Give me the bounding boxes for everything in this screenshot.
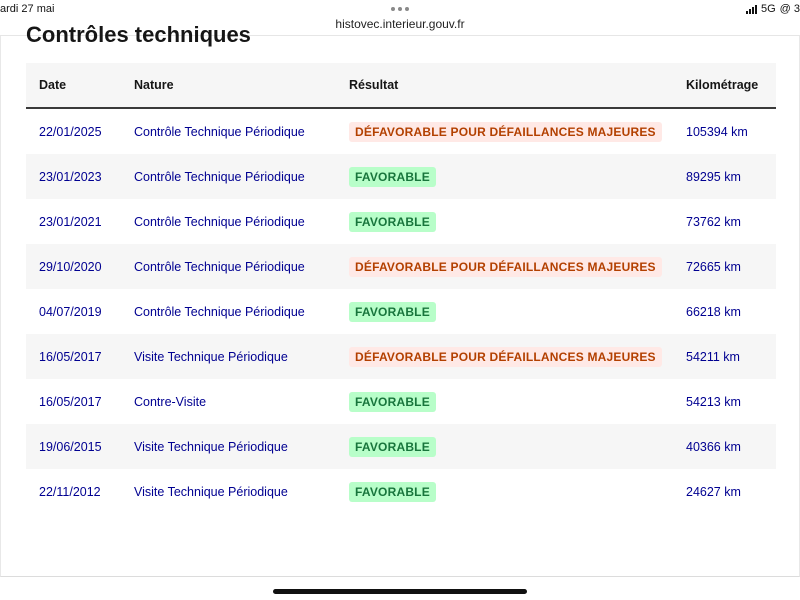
- table-row: [26, 109, 776, 154]
- row-km: 54211 km: [686, 349, 740, 364]
- status-badge: FAVORABLE: [349, 167, 436, 187]
- table-row: [26, 334, 776, 379]
- row-nature: Contrôle Technique Périodique: [134, 214, 305, 229]
- row-date: 19/06/2015: [39, 439, 102, 454]
- row-nature: Contrôle Technique Périodique: [134, 169, 305, 184]
- row-km: 54213 km: [686, 394, 741, 409]
- multitasking-dots-icon[interactable]: [391, 7, 409, 11]
- header-nature: Nature: [134, 78, 174, 92]
- row-nature: Contrôle Technique Périodique: [134, 259, 305, 274]
- row-result: [349, 469, 436, 514]
- row-km: 73762 km: [686, 214, 741, 229]
- status-badge: DÉFAVORABLE POUR DÉFAILLANCES MAJEURES: [349, 347, 662, 367]
- row-result: [349, 334, 662, 379]
- row-nature: Contrôle Technique Périodique: [134, 304, 305, 319]
- row-km: 40366 km: [686, 439, 741, 454]
- status-right: [746, 3, 800, 15]
- row-km: 89295 km: [686, 169, 741, 184]
- row-date: 16/05/2017: [39, 394, 102, 409]
- table-row: [26, 379, 776, 424]
- row-km: 66218 km: [686, 304, 741, 319]
- home-indicator[interactable]: [273, 589, 527, 594]
- status-badge: FAVORABLE: [349, 482, 436, 502]
- status-datetime: ardi 27 mai: [0, 3, 55, 15]
- row-result: [349, 199, 436, 244]
- table-row: [26, 199, 776, 244]
- row-date: 29/10/2020: [39, 259, 102, 274]
- table-header: [26, 63, 776, 109]
- status-badge: FAVORABLE: [349, 212, 436, 232]
- status-badge: DÉFAVORABLE POUR DÉFAILLANCES MAJEURES: [349, 122, 662, 142]
- row-result: [349, 424, 436, 469]
- status-badge: FAVORABLE: [349, 392, 436, 412]
- status-extra: @ 3: [779, 3, 800, 15]
- table-row: [26, 244, 776, 289]
- row-date: 16/05/2017: [39, 349, 102, 364]
- header-date: Date: [39, 78, 67, 92]
- row-km: 24627 km: [686, 484, 741, 499]
- row-result: [349, 379, 436, 424]
- status-badge: FAVORABLE: [349, 302, 436, 322]
- row-date: 22/01/2025: [39, 124, 102, 139]
- header-km: Kilométrage: [686, 78, 759, 92]
- table-row: [26, 469, 776, 514]
- row-km: 72665 km: [686, 259, 741, 274]
- row-nature: Visite Technique Périodique: [134, 349, 288, 364]
- table-body: [26, 109, 776, 514]
- status-badge: DÉFAVORABLE POUR DÉFAILLANCES MAJEURES: [349, 257, 662, 277]
- row-nature: Visite Technique Périodique: [134, 484, 288, 499]
- row-date: 23/01/2021: [39, 214, 102, 229]
- table-row: [26, 424, 776, 469]
- url-bar[interactable]: histovec.interieur.gouv.fr: [335, 17, 465, 31]
- row-nature: Contre-Visite: [134, 394, 207, 409]
- table-row: [26, 289, 776, 334]
- table-row: [26, 154, 776, 199]
- row-nature: Contrôle Technique Périodique: [134, 124, 305, 139]
- controles-table: [26, 63, 776, 514]
- network-label: 5G: [760, 3, 776, 15]
- row-nature: Visite Technique Périodique: [134, 439, 288, 454]
- row-date: 04/07/2019: [39, 304, 102, 319]
- signal-icon: [746, 5, 757, 14]
- row-km: 105394 km: [686, 124, 748, 139]
- row-result: [349, 109, 662, 154]
- row-result: [349, 244, 662, 289]
- row-date: 22/11/2012: [39, 484, 101, 499]
- row-result: [349, 154, 436, 199]
- row-date: 23/01/2023: [39, 169, 102, 184]
- section-title: Contrôles techniques: [26, 22, 251, 47]
- header-result: Résultat: [349, 78, 399, 92]
- status-badge: FAVORABLE: [349, 437, 436, 457]
- row-result: [349, 289, 436, 334]
